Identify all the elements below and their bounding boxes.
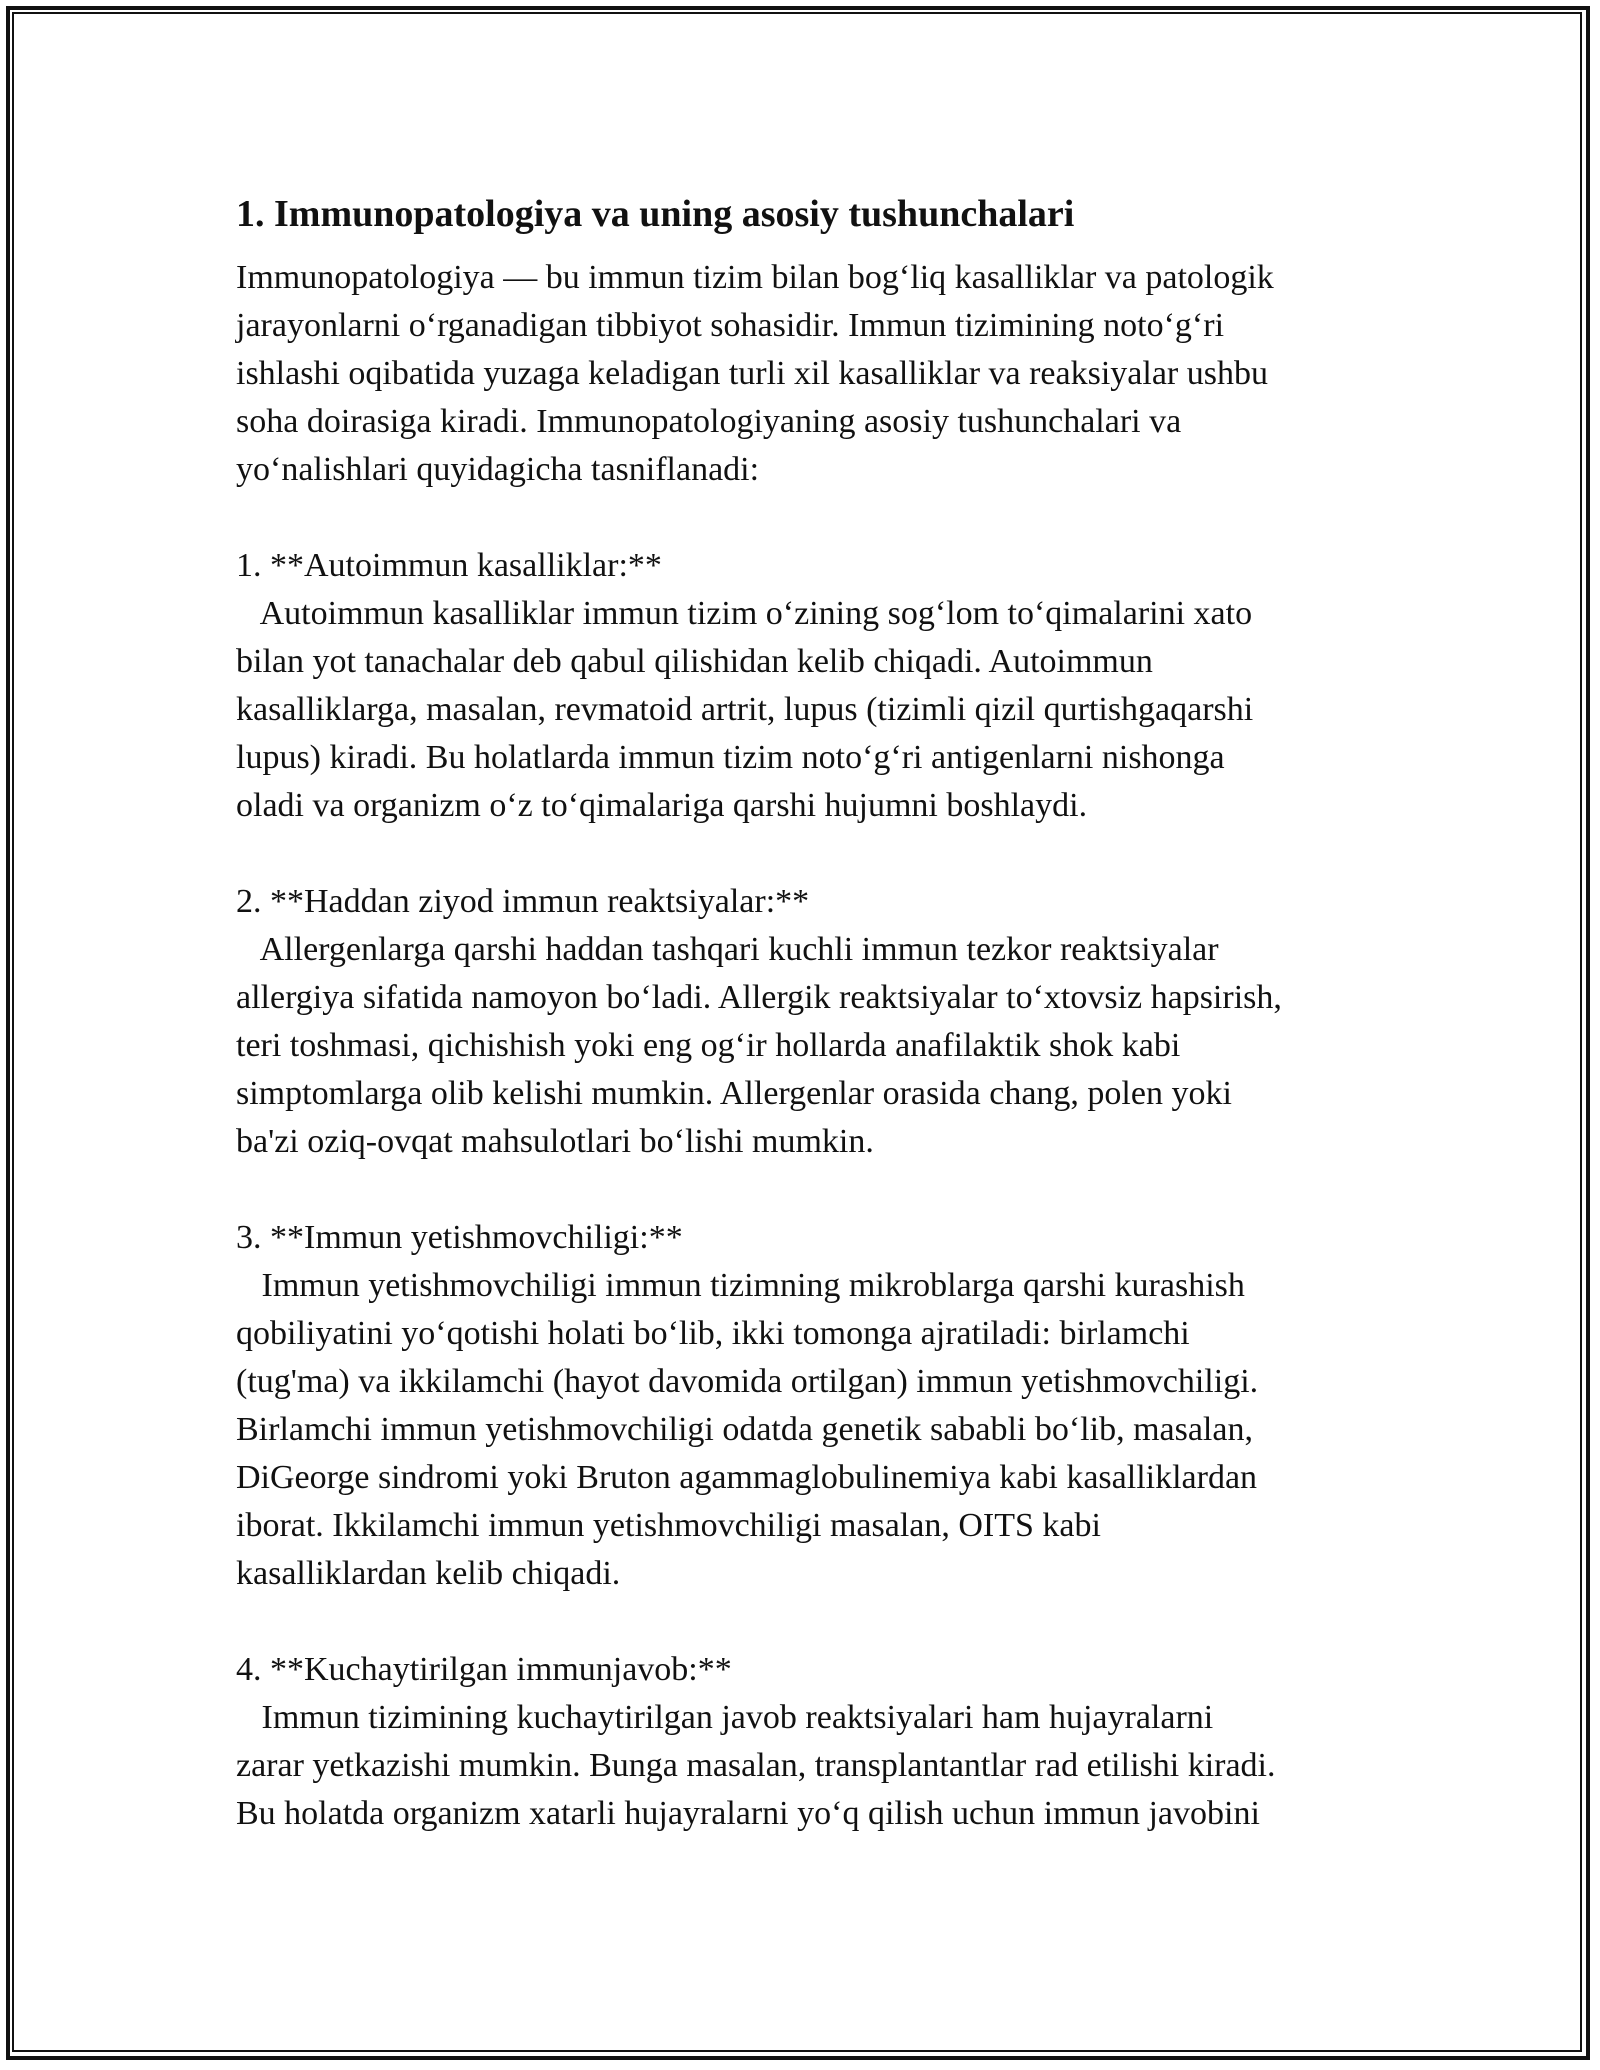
section-line: DiGeorge sindromi yoki Bruton agammaglobulinemiya kabi kasalliklardan <box>236 1459 1258 1496</box>
section-line: simptomlarga olib kelishi mumkin. Allergenlar orasida chang, polen yoki <box>236 1075 1232 1112</box>
section-line: Immun yetishmovchiligi immun tizimning mikroblarga qarshi kurashish <box>236 1267 1245 1304</box>
section-line: ba'zi oziq-ovqat mahsulotlari bo‘lishi mumkin. <box>236 1123 874 1160</box>
section-line: teri toshmasi, qichishish yoki eng og‘ir hollarda anafilaktik shok kabi <box>236 1027 1181 1064</box>
section-line: qobiliyatini yo‘qotishi holati bo‘lib, ikki tomonga ajratiladi: birlamchi <box>236 1315 1190 1352</box>
section-line: Allergenlarga qarshi haddan tashqari kuchli immun tezkor reaktsiyalar <box>236 931 1219 968</box>
paragraph-gap <box>236 1598 1386 1646</box>
section-heading: 3. **Immun yetishmovchiligi:** <box>236 1219 683 1256</box>
intro-line: yo‘nalishlari quyidagicha tasniflanadi: <box>236 451 760 488</box>
section-heading: 1. **Autoimmun kasalliklar:** <box>236 547 662 584</box>
intro-line: ishlashi oqibatida yuzaga keladigan turli xil kasalliklar va reaksiyalar ushbu <box>236 355 1268 392</box>
paragraph-gap <box>236 1166 1386 1214</box>
section-line: bilan yot tanachalar deb qabul qilishidan kelib chiqadi. Autoimmun <box>236 643 1153 680</box>
section-line: iborat. Ikkilamchi immun yetishmovchiligi masalan, OITS kabi <box>236 1507 1101 1544</box>
section-line: kasalliklardan kelib chiqadi. <box>236 1555 621 1592</box>
section-line: Immun tizimining kuchaytirilgan javob reaktsiyalari ham hujayralarni <box>236 1699 1214 1736</box>
section-line: kasalliklarga, masalan, revmatoid artrit, lupus (tizimli qizil qurtishgaqarshi <box>236 691 1254 728</box>
document-body <box>236 188 1386 1838</box>
section-heading: 4. **Kuchaytirilgan immunjavob:** <box>236 1651 732 1688</box>
section-line: Autoimmun kasalliklar immun tizim o‘zining sog‘lom to‘qimalarini xato <box>236 595 1253 632</box>
section-line: allergiya sifatida namoyon bo‘ladi. Allergik reaktsiyalar to‘xtovsiz hapsirish, <box>236 979 1282 1016</box>
section-heading: 2. **Haddan ziyod immun reaktsiyalar:** <box>236 883 810 920</box>
section-line: (tug'ma) va ikkilamchi (hayot davomida ortilgan) immun yetishmovchiligi. <box>236 1363 1259 1400</box>
section-line: Birlamchi immun yetishmovchiligi odatda genetik sababli bo‘lib, masalan, <box>236 1411 1253 1448</box>
intro-line: Immunopatologiya — bu immun tizim bilan bog‘liq kasalliklar va patologik <box>236 259 1274 296</box>
document-title: 1. Immunopatologiya va uning asosiy tushunchalari <box>236 193 1075 235</box>
paragraph-gap <box>236 830 1386 878</box>
section-line: Bu holatda organizm xatarli hujayralarni yo‘q qilish uchun immun javobini <box>236 1795 1260 1832</box>
intro-line: jarayonlarni o‘rganadigan tibbiyot sohasidir. Immun tizimining noto‘g‘ri <box>236 307 1225 344</box>
paragraph-gap <box>236 494 1386 542</box>
section-line: oladi va organizm o‘z to‘qimalariga qarshi hujumni boshlaydi. <box>236 787 1088 824</box>
intro-line: soha doirasiga kiradi. Immunopatologiyaning asosiy tushunchalari va <box>236 403 1182 440</box>
section-line: zarar yetkazishi mumkin. Bunga masalan, transplantantlar rad etilishi kiradi. <box>236 1747 1276 1784</box>
section-line: lupus) kiradi. Bu holatlarda immun tizim noto‘g‘ri antigenlarni nishonga <box>236 739 1225 776</box>
